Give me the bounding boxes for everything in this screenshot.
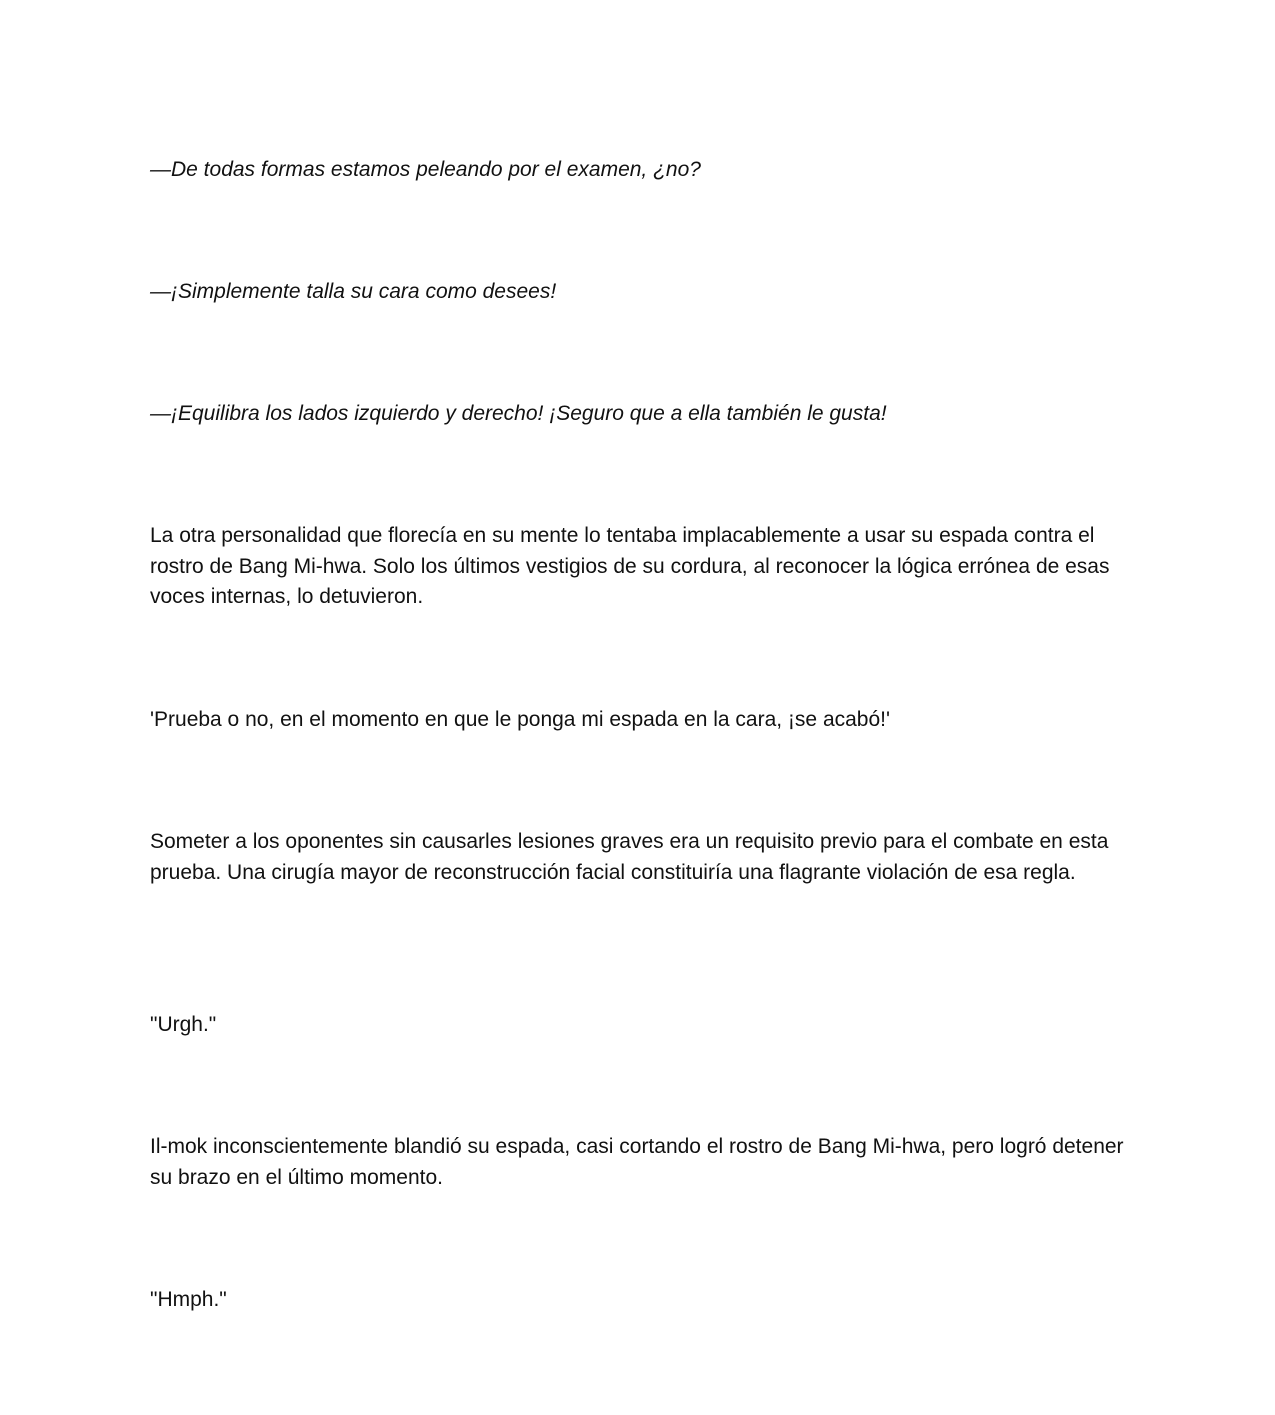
dialogue-line: —¡Simplemente talla su cara como desees! <box>150 280 557 303</box>
dialogue-line: —De todas formas estamos peleando por el examen, ¿no? <box>150 158 701 181</box>
dialogue-line: "Hmph." <box>150 1288 227 1311</box>
narration-paragraph: La otra personalidad que florecía en su mente lo tentaba implacablemente a usar su espada contra el rostro de Bang Mi-hwa. Solo los últimos vestigios de su cordura, al reconocer la lógica errónea de esas voces internas, lo detuvieron. <box>150 524 1110 608</box>
dialogue-line: "Urgh." <box>150 1013 217 1036</box>
dialogue-line: —¡Equilibra los lados izquierdo y derecho! ¡Seguro que a ella también le gusta! <box>150 402 887 425</box>
thought-line: 'Prueba o no, en el momento en que le ponga mi espada en la cara, ¡se acabó!' <box>150 708 891 731</box>
narration-paragraph: Someter a los oponentes sin causarles lesiones graves era un requisito previo para el combate en esta prueba. Una cirugía mayor de reconstrucción facial constituiría una flagrante violación de esa regla. <box>150 830 1109 884</box>
narration-paragraph: Il-mok inconscientemente blandió su espada, casi cortando el rostro de Bang Mi-hwa, pero logró detener su brazo en el último momento. <box>150 1135 1124 1189</box>
